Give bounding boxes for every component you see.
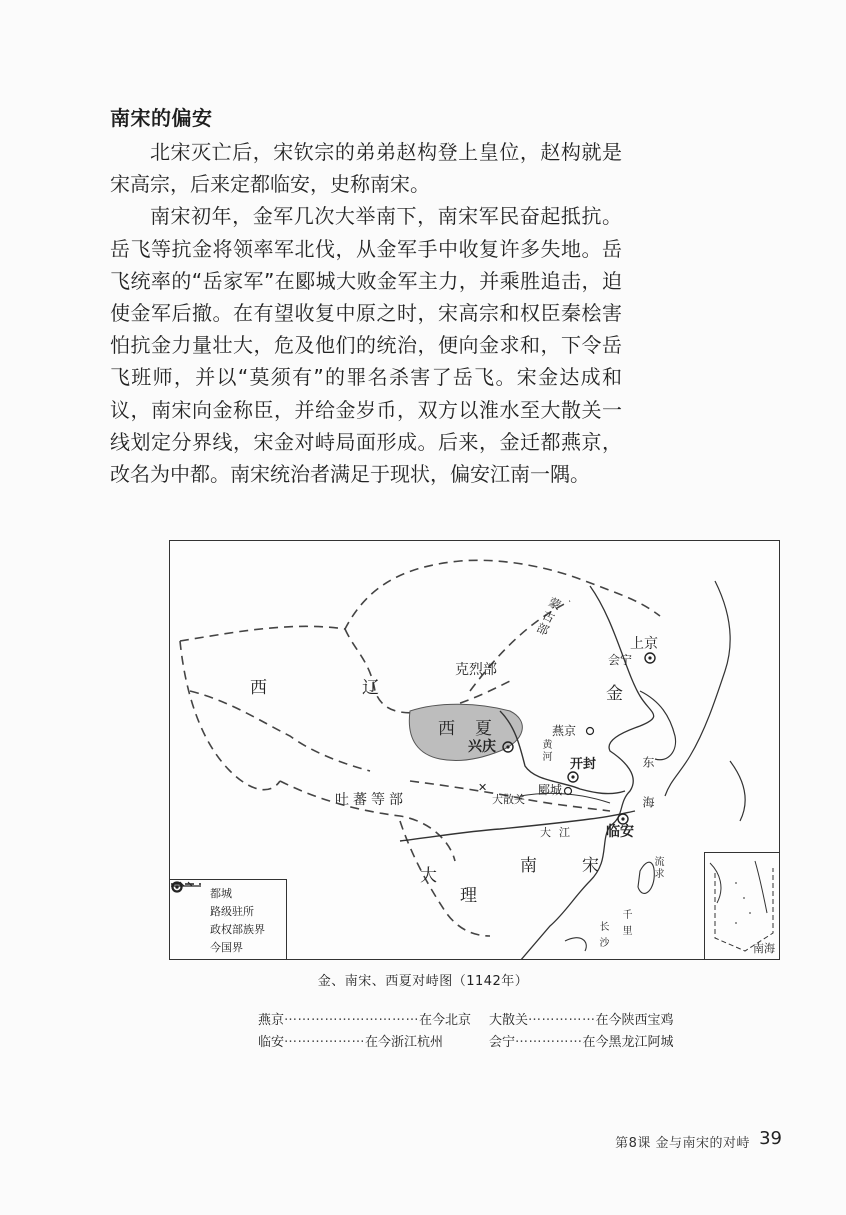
footer-lesson-title: 第8课 金与南宋的对峙 xyxy=(615,1136,750,1151)
note-place-name: 会宁 xyxy=(488,1034,515,1050)
label-xiliao-2: 辽 xyxy=(362,678,379,698)
label-menggu: 蒙古部 xyxy=(532,594,564,639)
note-description: 在今黑龙江阿城 xyxy=(582,1034,674,1050)
note-description: 在今北京 xyxy=(419,1012,472,1028)
label-jin: 金 xyxy=(606,684,623,704)
legend-row-modern-border xyxy=(174,938,286,956)
label-shangjing: 上京 xyxy=(630,636,658,652)
dasanguan-symbol: ✕ xyxy=(478,781,488,794)
body-text xyxy=(110,136,622,490)
map-caption: 金、南宋、西夏对峙图（1142年） xyxy=(317,974,529,989)
paragraph-1: 北宋灭亡后，宋钦宗的弟弟赵构登上皇位，赵构就是宋高宗，后来定都临安，史称南宋。 xyxy=(110,140,622,197)
label-yancheng: 郾城 xyxy=(538,783,563,797)
page-number: 39 xyxy=(759,1128,782,1149)
xixia-region xyxy=(409,704,522,760)
section-heading: 南宋的偏安 xyxy=(110,106,213,130)
hainan-island xyxy=(565,938,586,951)
inset-label: 南海 xyxy=(753,942,775,955)
note-dots: …………… xyxy=(514,1030,583,1046)
label-xiliao-1: 西 xyxy=(250,678,267,698)
label-donghai: 东海 xyxy=(641,756,655,836)
label-dali-2: 理 xyxy=(460,886,477,906)
japan-islands xyxy=(665,581,745,821)
note-place-name: 燕京 xyxy=(258,1012,285,1028)
yangtze-river xyxy=(400,811,635,841)
note-place-name: 大散关 xyxy=(488,1012,528,1028)
page-footer xyxy=(0,1128,846,1152)
label-liuqiu: 流求 xyxy=(652,856,663,880)
label-kaifeng: 开封 xyxy=(570,757,597,772)
yanjing-symbol xyxy=(587,728,594,735)
label-xixia-1: 西 xyxy=(438,719,455,739)
note-dots: …………… xyxy=(527,1008,596,1024)
label-qianli: 千里 xyxy=(620,909,631,941)
legend-label: 政权部族界 xyxy=(210,923,265,936)
border-xiliao xyxy=(190,691,370,771)
note-place-name: 临安 xyxy=(258,1034,285,1050)
border-dali xyxy=(400,821,490,936)
label-yanjing: 燕京 xyxy=(552,724,577,738)
note-item xyxy=(489,1031,698,1050)
border-outer xyxy=(180,560,660,641)
legend-row-prefecture xyxy=(174,902,286,920)
label-dasanguan: 大散关 xyxy=(492,793,525,806)
paragraph-2: 南宋初年，金军几次大举南下，南宋军民奋起抵抗。岳飞等抗金将领率军北伐，从金军手中收复许多失地。岳飞统率的“岳家军”在郾城大败金军主力，并乘胜追击，迫使金军后撤。在有望收复中原之时，宋高宗和权臣秦桧害怕抗金力量壮大，危及他们的统治，便向金求和，下令岳飞班师，并以“莫须有”的罪名杀害了岳飞。宋金达成和议，南宋向金称臣，并给金岁币，双方以淮水至大散关一线划定分界线，宋金对峙局面形成。后来，金迁都燕京，改名为中都。南宋统治者满足于现状，偏安江南一隅。 xyxy=(110,204,622,487)
label-xixia-2: 夏 xyxy=(475,719,492,739)
korea-coast xyxy=(640,691,676,760)
note-dots: ………………………… xyxy=(284,1008,420,1024)
label-huanghe: 黄河 xyxy=(540,739,551,763)
note-row xyxy=(258,1007,698,1029)
huai-river xyxy=(520,793,610,803)
legend-label: 路级驻所 xyxy=(210,905,254,918)
note-row xyxy=(258,1029,698,1051)
label-nansong-2: 宋 xyxy=(582,856,599,876)
label-changjiang: 大江 xyxy=(540,826,578,839)
south-sea-inset xyxy=(704,852,779,959)
legend-label: 都城 xyxy=(210,887,232,900)
note-item xyxy=(258,1031,489,1050)
note-description: 在今浙江杭州 xyxy=(365,1034,444,1050)
legend-row-regime-border xyxy=(174,920,286,938)
label-huining: 会宁 xyxy=(608,653,633,667)
border-xiliao-west xyxy=(180,641,280,790)
label-kelie: 克烈部 xyxy=(455,662,497,678)
map-legend xyxy=(170,879,287,959)
label-dali-1: 大 xyxy=(420,866,437,886)
note-item xyxy=(258,1009,489,1028)
label-linan: 临安 xyxy=(606,824,634,840)
note-description: 在今陕西宝鸡 xyxy=(595,1012,674,1028)
yancheng-symbol xyxy=(565,788,572,795)
label-nansong-1: 南 xyxy=(520,856,537,876)
note-dots: ……………… xyxy=(284,1030,366,1046)
historical-map xyxy=(169,540,780,960)
note-item xyxy=(489,1009,698,1028)
place-notes xyxy=(258,1007,698,1051)
label-xingqing: 兴庆 xyxy=(468,739,496,755)
label-changsha: 长沙 xyxy=(597,921,608,953)
label-tubo: 吐蕃等部 xyxy=(335,792,407,808)
legend-label: 今国界 xyxy=(210,941,243,954)
